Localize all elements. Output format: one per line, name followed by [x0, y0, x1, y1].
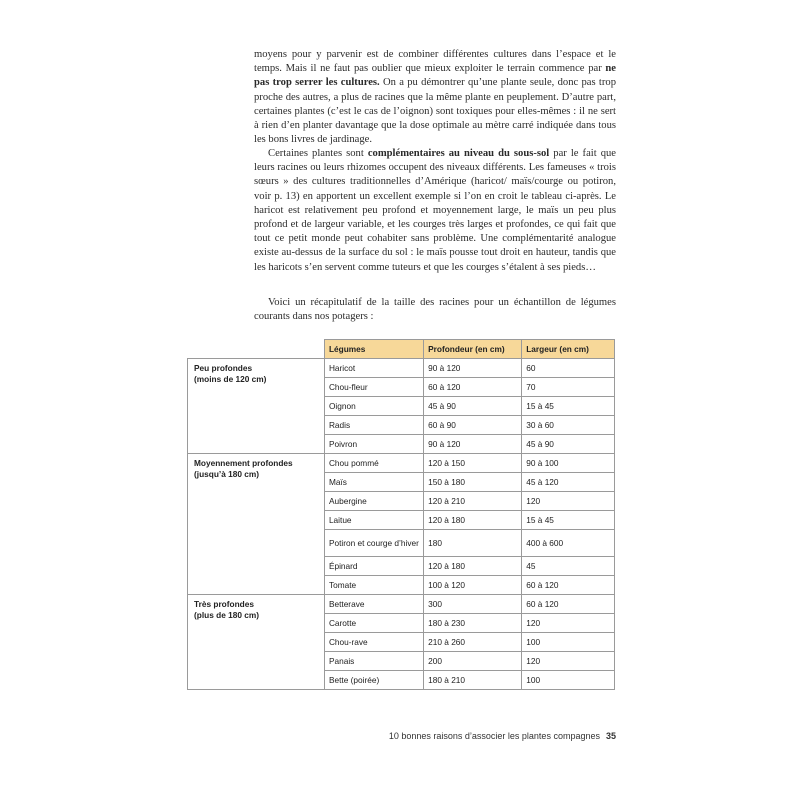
paragraph-2-text-a: Certaines plantes sont [268, 148, 368, 159]
vegetable-cell: Maïs [324, 473, 423, 492]
width-cell: 120 [522, 492, 615, 511]
depth-cell: 200 [424, 652, 522, 671]
paragraph-1-text-b: On a pu démontrer qu’une plante seule, donc pas trop proche des autres, a plus de racines que la même plante en peuplement. D’autre part, certaines plantes (c’est le cas de l’oignon) sont toxiques pour elles-mêmes : il ne sert à rien d’en planter davantage que la dose optimale au mètre carré indiquée dans tous les bons livres de jardinage. [254, 77, 616, 146]
depth-cell: 210 à 260 [424, 633, 522, 652]
table-body [188, 359, 615, 690]
depth-cell: 100 à 120 [424, 576, 522, 595]
vegetable-cell: Potiron et courge d’hiver [324, 530, 423, 557]
width-cell: 30 à 60 [522, 416, 615, 435]
depth-cell: 60 à 120 [424, 378, 522, 397]
depth-cell: 60 à 90 [424, 416, 522, 435]
running-footer-title: 10 bonnes raisons d’associer les plantes compagnes [388, 731, 600, 741]
vegetable-cell: Chou-fleur [324, 378, 423, 397]
depth-cell: 150 à 180 [424, 473, 522, 492]
vegetable-cell: Chou pommé [324, 454, 423, 473]
width-cell: 60 [522, 359, 615, 378]
table-header-row [188, 340, 615, 359]
paragraph-2 [254, 147, 616, 275]
depth-cell: 45 à 90 [424, 397, 522, 416]
width-cell: 45 [522, 557, 615, 576]
category-label: Moyennement profondes [194, 458, 293, 468]
width-cell: 100 [522, 671, 615, 690]
root-size-table [187, 339, 615, 690]
category-range: (jusqu’à 180 cm) [194, 469, 260, 479]
category-range: (moins de 120 cm) [194, 374, 267, 384]
vegetable-cell: Épinard [324, 557, 423, 576]
width-cell: 100 [522, 633, 615, 652]
depth-cell: 120 à 150 [424, 454, 522, 473]
category-cell [188, 359, 325, 454]
paragraph-2-text-b: par le fait que leurs racines ou leurs rhizomes occupent des niveaux différents. Les fameuses « trois sœurs » des cultures traditionnelles d’Amérique (haricot/ maïs/courge ou potiron, voir p. 13) en apportent un excellent exemple si l’on en croit le tableau ci-après. Le haricot est relativement peu profond et moyennement large, le maïs un peu plus profond et de largeur variable, et les courges très larges et profondes, ce qui fait que tout ce petit monde peut cohabiter sans problème. Une complémentarité analogue existe au-dessus de la surface du sol : le maïs pousse tout droit en hauteur, tandis que les haricots s’en servent comme tuteurs et que les courges s’étalent à ses pieds… [254, 148, 617, 273]
width-cell: 70 [522, 378, 615, 397]
width-cell: 400 à 600 [522, 530, 615, 557]
vegetable-cell: Haricot [324, 359, 423, 378]
depth-cell: 90 à 120 [424, 435, 522, 454]
depth-cell: 180 à 230 [424, 614, 522, 633]
paragraph-3 [254, 296, 616, 324]
width-cell: 15 à 45 [522, 397, 615, 416]
width-cell: 45 à 90 [522, 435, 615, 454]
page-footer [300, 731, 616, 741]
category-cell [188, 595, 325, 690]
depth-cell: 120 à 180 [424, 511, 522, 530]
width-cell: 45 à 120 [522, 473, 615, 492]
category-range: (plus de 180 cm) [194, 610, 260, 620]
vegetable-cell: Panais [324, 652, 423, 671]
vegetable-cell: Radis [324, 416, 423, 435]
vegetable-cell: Chou-rave [324, 633, 423, 652]
category-label: Peu profondes [194, 363, 253, 373]
vegetable-cell: Poivron [324, 435, 423, 454]
vegetable-cell: Betterave [324, 595, 423, 614]
vegetable-cell: Laitue [324, 511, 423, 530]
width-cell: 90 à 100 [522, 454, 615, 473]
table-header-depth: Profondeur (en cm) [424, 340, 522, 359]
table-row [188, 595, 615, 614]
width-cell: 15 à 45 [522, 511, 615, 530]
width-cell: 120 [522, 652, 615, 671]
category-label: Très profondes [194, 599, 254, 609]
depth-cell: 300 [424, 595, 522, 614]
depth-cell: 180 [424, 530, 522, 557]
depth-cell: 120 à 210 [424, 492, 522, 511]
paragraph-2-bold: complémentaires au niveau du sous-sol [367, 148, 550, 159]
vegetable-cell: Tomate [324, 576, 423, 595]
width-cell: 60 à 120 [522, 576, 615, 595]
page-number: 35 [605, 731, 616, 741]
depth-cell: 180 à 210 [424, 671, 522, 690]
vegetable-cell: Bette (poirée) [324, 671, 423, 690]
paragraph-1 [254, 48, 616, 147]
table-header-vegetable: Légumes [324, 340, 423, 359]
vegetable-cell: Carotte [324, 614, 423, 633]
paragraph-1-bold: ne pas trop serrer les cultures. [254, 63, 616, 89]
width-cell: 120 [522, 614, 615, 633]
width-cell: 60 à 120 [522, 595, 615, 614]
table-header-blank [188, 340, 325, 359]
vegetable-cell: Oignon [324, 397, 423, 416]
depth-cell: 90 à 120 [424, 359, 522, 378]
table-header-width: Largeur (en cm) [522, 340, 615, 359]
paragraph-1-text-a: moyens pour y parvenir est de combiner différentes cultures dans l’espace et le temps. Mais il ne faut pas oublier que mieux exploiter le terrain commence par [254, 49, 616, 75]
paragraph-3-text: Voici un récapitulatif de la taille des racines pour un échantillon de légumes courants dans nos potagers : [254, 297, 616, 323]
table-row [188, 454, 615, 473]
vegetable-cell: Aubergine [324, 492, 423, 511]
depth-cell: 120 à 180 [424, 557, 522, 576]
category-cell [188, 454, 325, 595]
table-row [188, 359, 615, 378]
